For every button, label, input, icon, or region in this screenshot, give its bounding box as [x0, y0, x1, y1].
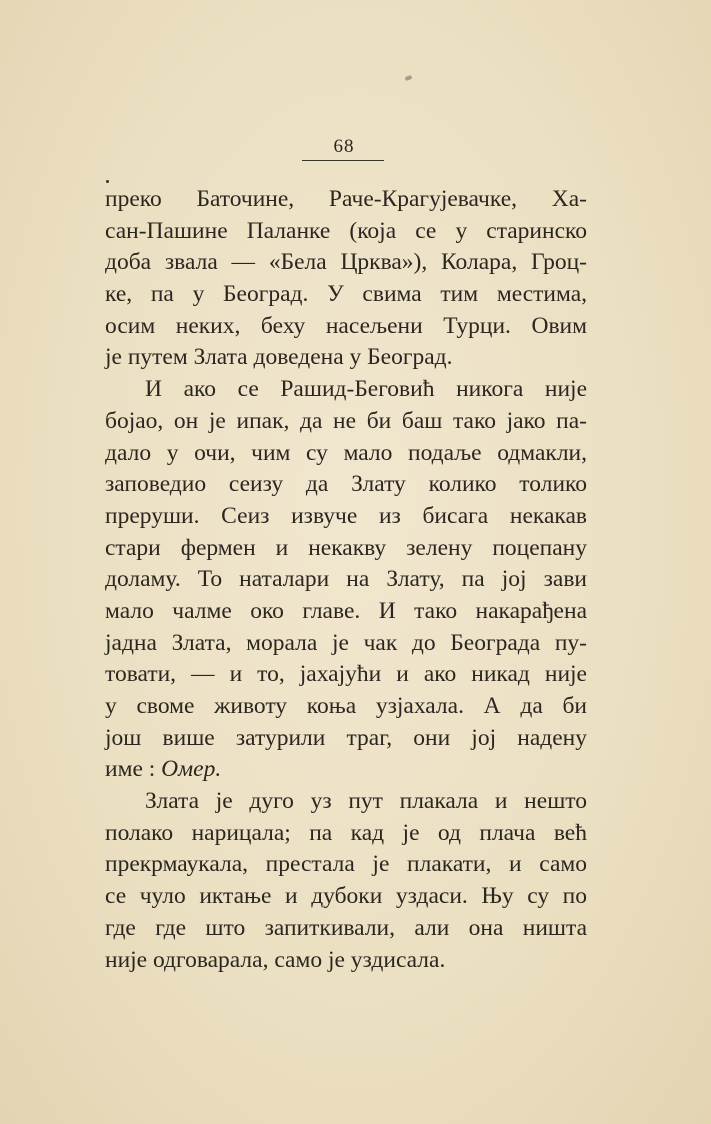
ink-dot — [106, 180, 109, 183]
text-line: је путем Злата доведена у Београд. — [105, 344, 453, 371]
text-line: преруши. Сеиз извуче из бисага некакав — [105, 502, 587, 529]
text-line: стари фермен и некакву зелену поцепану — [105, 534, 587, 561]
text-line: се чуло иктање и дубоки уздаси. Њу су по — [105, 883, 587, 910]
text-line: јадна Злата, морала је чак до Београда пу- — [105, 629, 587, 656]
text-line: није одговарала, само је уздисала. — [105, 946, 446, 973]
text-line: још више затурили траг, они јој надену — [105, 724, 587, 751]
text-fragment: име : — [105, 756, 162, 783]
page-number: 68 — [333, 136, 355, 157]
text-line: полако нарицала; па кад је од плача већ — [105, 819, 587, 846]
italic-name: Омер. — [161, 756, 222, 783]
text-line: доба звала — «Бела Црква»), Колара, Гроц- — [105, 249, 587, 276]
text-line: ке, па у Београд. У свима тим местима, — [105, 281, 587, 308]
text-line: дало у очи, чим су мало подаље одмакли, — [105, 439, 587, 466]
text-line: И ако се Рашид-Беговић никога није — [145, 376, 587, 403]
text-line: товати, — и то, јахајући и ако никад није — [105, 661, 587, 688]
text-line — [105, 754, 587, 786]
body-text — [105, 184, 587, 976]
text-line: сан-Пашине Паланке (која се у старинско — [105, 217, 587, 244]
text-line: осим неких, беху насељени Турци. Овим — [105, 312, 587, 339]
text-line: бојао, он је ипак, да не би баш тако јако па- — [105, 407, 587, 434]
text-line: мало чалме око главе. И тако накарађена — [105, 597, 587, 624]
text-line: заповедио сеизу да Злату колико толико — [105, 471, 587, 498]
text-line: где где што запиткивали, али она ништа — [105, 914, 587, 941]
text-line: прекрмаукала, престала је плакати, и само — [105, 851, 587, 878]
text-line: доламу. То наталари на Злату, па јој зави — [105, 566, 587, 593]
header-rule — [302, 160, 384, 161]
ink-speck — [405, 75, 413, 81]
text-line: у своме животу коња узјахала. А да би — [105, 693, 587, 719]
text-line: Злата је дуго уз пут плакала и нешто — [145, 788, 587, 815]
text-line: преко Баточине, Раче-Крагујевачке, Ха- — [105, 186, 587, 212]
